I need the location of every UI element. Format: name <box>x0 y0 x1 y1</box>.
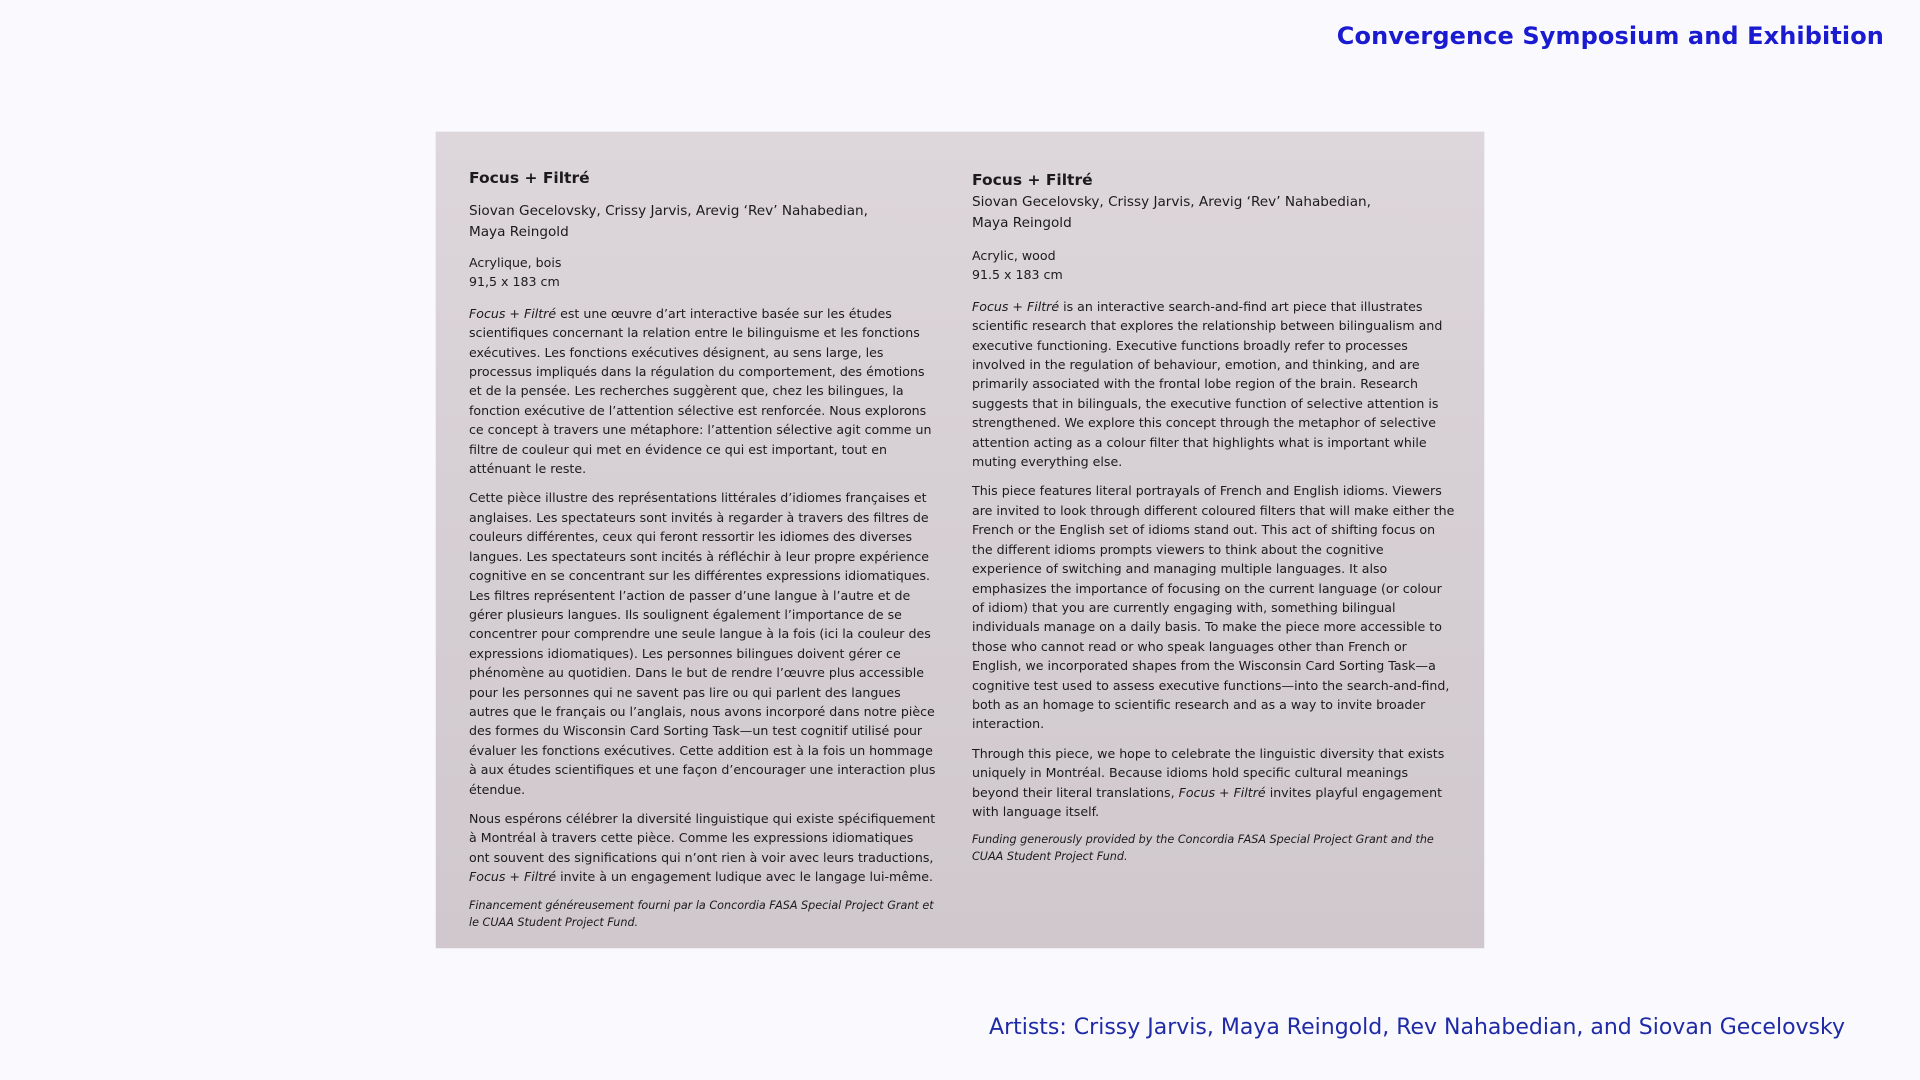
placard-size-fr: 91,5 x 183 cm <box>469 274 560 290</box>
artwork-placard-photo <box>436 132 1484 948</box>
placard-size-en: 91.5 x 183 cm <box>972 267 1063 283</box>
slide-title: Convergence Symposium and Exhibition <box>1336 22 1884 50</box>
artists-en-line2: Maya Reingold <box>972 215 1072 231</box>
placard-funding-fr: Financement généreusement fourni par la Concordia FASA Special Project Grant et le CUAA Student Project Fund. <box>469 898 934 929</box>
placard-title-en: Focus + Filtré <box>972 171 1093 189</box>
placard-english-column <box>972 170 1456 865</box>
placard-title-fr: Focus + Filtré <box>469 169 590 187</box>
placard-artists-fr <box>469 201 937 243</box>
paragraph-text: is an interactive search-and-find art piece that illustrates scientific research that explores the relationship between bilingualism and executive functioning. Executive functions broadly refer to processes involved in the regulation of behaviour, emotion, and thinking, and are primarily associated with the frontal lobe region of the brain. Research suggests that in bilinguals, the executive function of selective attention is strengthened. We explore this concept through the metaphor of selective attention acting as a colour filter that highlights what is important while muting everything else. <box>972 298 1443 470</box>
placard-paragraph-en-2: This piece features literal portrayals of French and English idioms. Viewers are invited to look through different coloured filters that will make either the French or the English set of idioms stand out. This act of shifting focus on the different idioms prompts viewers to think about the cognitive experience of switching and managing multiple languages. It also emphasizes the importance of focusing on the current language (or colour of idiom) that you are currently engaging with, something bilingual individuals manage on a daily basis. To make the piece more accessible to those who cannot read or who speak languages other than French or English, we incorporated shapes from the Wisconsin Card Sorting Task—a cognitive test used to assess executive functions—into the search-and-find, both as an homage to scientific research and as a way to invite broader interaction. <box>972 483 1455 732</box>
paragraph-text: invite à un engagement ludique avec le langage lui-même. <box>556 869 934 885</box>
placard-funding-en: Funding generously provided by the Concordia FASA Special Project Grant and the CUAA Student Project Fund. <box>972 833 1434 864</box>
artists-fr-line2: Maya Reingold <box>469 224 569 240</box>
placard-medium-en: Acrylic, wood <box>972 248 1056 263</box>
artwork-title-italic: Focus + Filtré <box>469 869 557 885</box>
placard-paragraph-fr-2: Cette pièce illustre des représentations littérales d’idiomes françaises et anglaises. Les spectateurs sont invités à regarder à travers des filtres de couleurs différentes, ceux qui feront ressortir les idiomes des diverses langues. Les spectateurs sont incités à réfléchir à leur propre expérience cognitive en se concentrant sur les différentes expressions idiomatiques. Les filtres représentent l’action de passer d’une langue à l’autre et de gérer plusieurs langues. Ils soulignent également l’importance de se concentrer pour comprendre une seule langue à la fois (ici la couleur des expressions idiomatiques). Les personnes bilingues doivent gérer ce phénomène au quotidien. Dans le but de rendre l’œuvre plus accessible pour les personnes qui ne savent pas lire ou qui parlent des langues autres que le français ou l’anglais, nous avons incorporé dans notre pièce des formes du Wisconsin Card Sorting Task—un test cognitif utilisé pour évaluer les fonctions exécutives. Cette addition est à la fois un hommage à aux études scientifiques et une façon d’encourager une interaction plus étendue. <box>469 490 936 797</box>
artists-en-line1: Siovan Gecelovsky, Crissy Jarvis, Arevig ‘Rev’ Nahabedian, <box>972 194 1371 210</box>
artists-fr-line1: Siovan Gecelovsky, Crissy Jarvis, Arevig ‘Rev’ Nahabedian, <box>469 203 868 219</box>
artists-credit: Artists: Crissy Jarvis, Maya Reingold, Rev Nahabedian, and Siovan Gecelovsky <box>989 1015 1845 1040</box>
placard-medium-fr: Acrylique, bois <box>469 255 562 270</box>
paragraph-text: est une œuvre d’art interactive basée sur les études scientifiques concernant la relation entre le bilinguisme et les fonctions exécutives. Les fonctions exécutives désignent, au sens large, les processus impliqués dans la régulation du comportement, des émotions et de la pensée. Les recherches suggèrent que, chez les bilingues, la fonction exécutive de l’attention sélective est renforcée. Nous explorons ce concept à travers une métaphore: l’attention sélective agit comme un filtre de couleur qui met en évidence ce qui est important, tout en atténuant le reste. <box>469 305 932 477</box>
artwork-title-italic: Focus + Filtré <box>972 298 1060 314</box>
placard-paragraph-en-3 <box>972 744 1456 822</box>
placard-artists-en <box>972 192 1456 234</box>
placard-french-column <box>469 168 937 931</box>
paragraph-text: Through this piece, we hope to celebrate the linguistic diversity that exists uniquely in Montréal. Because idioms hold specific cultural meanings beyond their literal translations, <box>972 745 1445 800</box>
placard-paragraph-en-1 <box>972 297 1456 472</box>
artwork-title-italic: Focus + Filtré <box>469 305 557 321</box>
placard-paragraph-fr-3 <box>469 809 937 887</box>
artwork-title-italic: Focus + Filtré <box>1178 784 1266 800</box>
paragraph-text: Nous espérons célébrer la diversité linguistique qui existe spécifiquement à Montréal à travers cette pièce. Comme les expressions idiomatiques ont souvent des significations qui n’ont rien à voir avec leurs traductions, <box>469 810 936 865</box>
paragraph-text: invites playful engagement with language itself. <box>972 784 1443 819</box>
placard-paragraph-fr-1 <box>469 304 937 479</box>
